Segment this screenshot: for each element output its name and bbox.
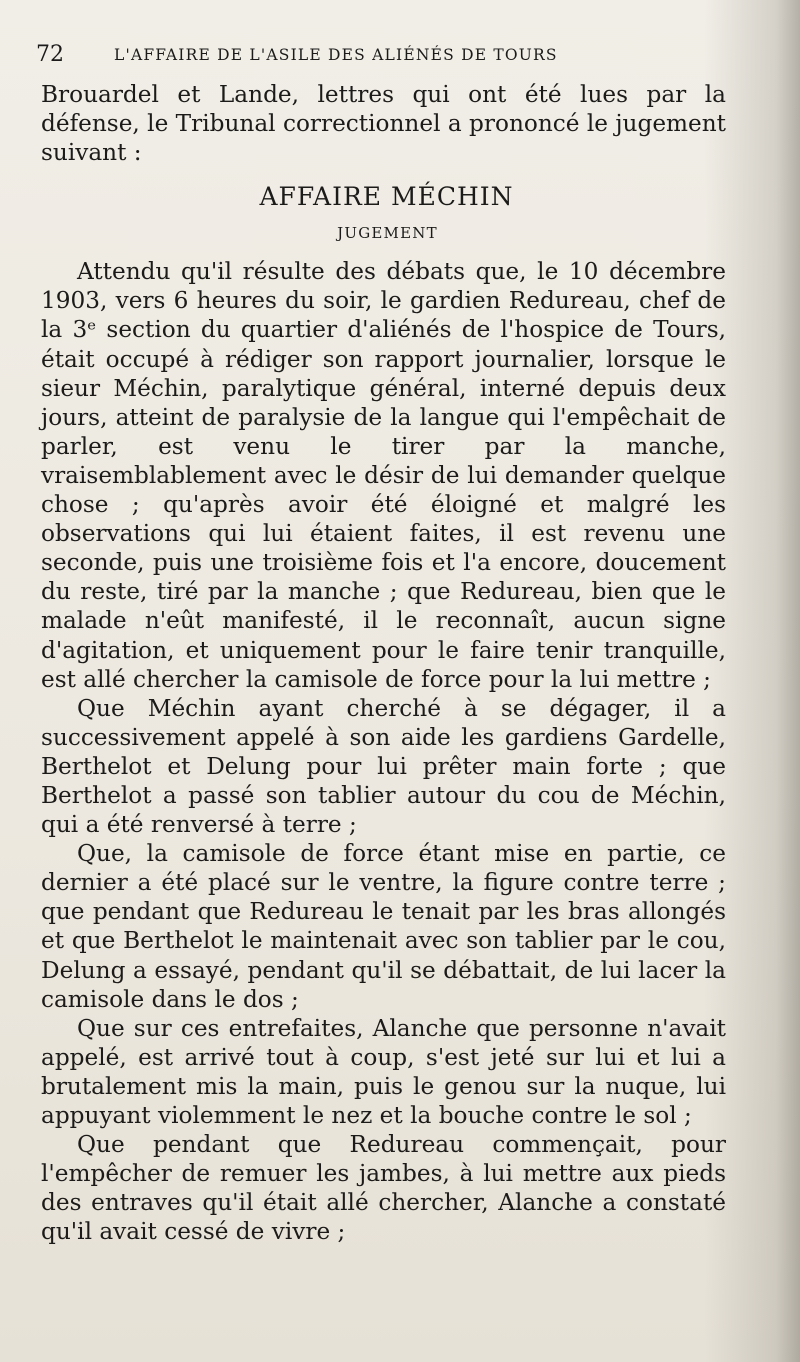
running-head: L'AFFAIRE DE L'ASILE DES ALIÉNÉS DE TOURS	[114, 46, 558, 64]
paragraph-5: Que pendant que Redureau commençait, pour l'empêcher de remuer les jambes, à lui mettre aux pieds des entraves qu'il était allé chercher, Alanche a constaté qu'il avait cessé de vivre ;	[41, 1131, 726, 1246]
section-subtitle: JUGEMENT	[337, 224, 438, 243]
intro-paragraph: Brouardel et Lande, lettres qui ont été lues par la défense, le Tribunal correctionnel a prononcé le jugement suivant :	[41, 81, 727, 167]
section-title: AFFAIRE MÉCHIN	[259, 182, 514, 212]
paragraph-2: Que Méchin ayant cherché à se dégager, il a successivement appelé à son aide les gardiens Gardelle, Berthelot et Delung pour lui prêter main forte ; que Berthelot a passé son tablier autour du cou de Méchin, qui a été renversé à terre ;	[41, 694, 726, 839]
paragraph-1: Attendu qu'il résulte des débats que, le 10 décembre 1903, vers 6 heures du soir, le gardien Redureau, chef de la 3ᵉ section du quartier d'aliénés de l'hospice de Tours, était occupé à rédiger son rapport journalier, lorsque le sieur Méchin, paralytique général, interné depuis deux jours, atteint de paralysie de la langue qui l'empêchait de parler, est venu le tirer par la manche, vraisemblablement avec le désir de lui demander quelque chose ; qu'après avoir été éloigné et malgré les observations qui lui étaient faites, il est revenu une seconde, puis une troisième fois et l'a encore, doucement du reste, tiré par la manche ; que Redureau, bien que le malade n'eût manifesté, il le reconnaît, aucun signe d'agitation, et uniquement pour le faire tenir tranquille, est allé chercher la camisole de force pour la lui mettre ;	[41, 258, 726, 693]
paragraph-4: Que sur ces entrefaites, Alanche que personne n'avait appelé, est arrivé tout à coup, s'est jeté sur lui et lui a brutalement mis la main, puis le genou sur la nuque, lui appuyant violemment le nez et la bouche contre le sol ;	[41, 1014, 726, 1129]
page-number: 72	[36, 42, 64, 67]
page-body	[41, 80, 726, 1246]
page-header	[36, 40, 726, 70]
paragraph-3: Que, la camisole de force étant mise en partie, ce dernier a été placé sur le ventre, la figure contre terre ; que pendant que Redureau le tenait par les bras allongés et que Berthelot le maintenait avec son tablier par le cou, Delung a essayé, pendant qu'il se débattait, de lui lacer la camisole dans le dos ;	[41, 840, 726, 1013]
